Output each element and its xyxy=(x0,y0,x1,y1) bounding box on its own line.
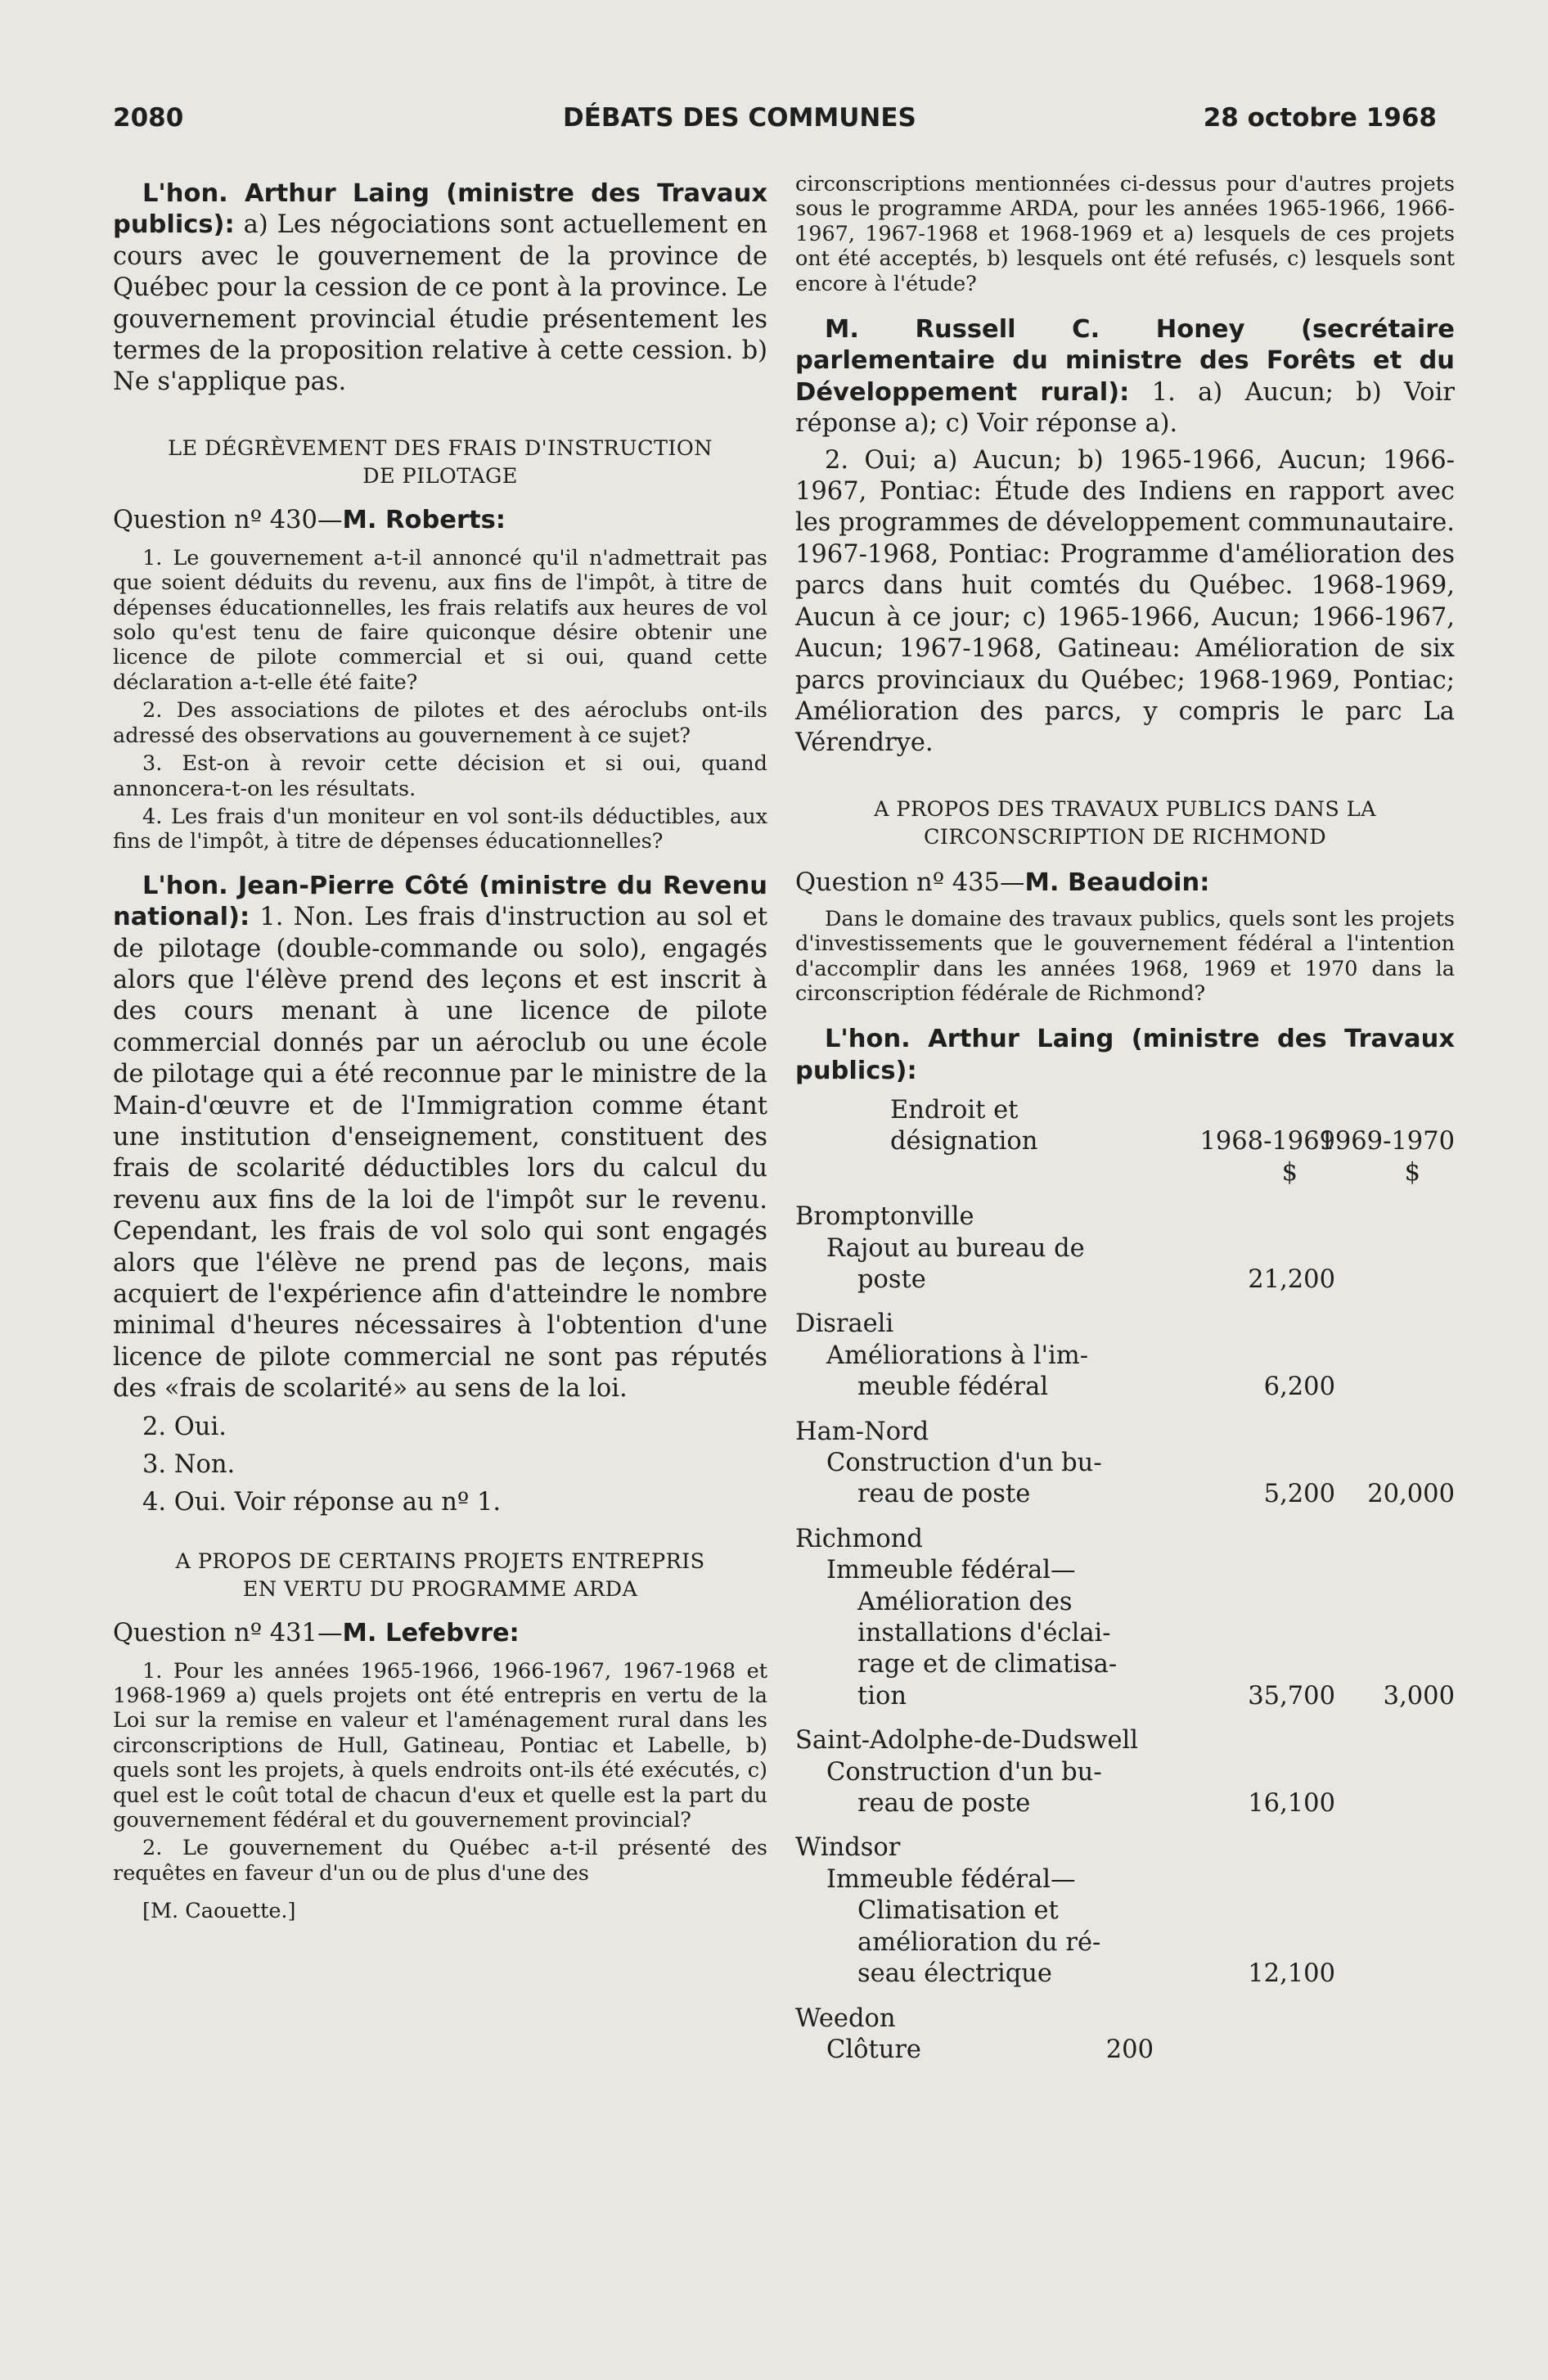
section-heading-line: CIRCONSCRIPTION DE RICHMOND xyxy=(923,824,1327,850)
item-text: Clôture xyxy=(826,2035,921,2064)
item-line: Rajout au bureau de xyxy=(826,1233,1085,1263)
table-row xyxy=(795,1417,1455,1511)
question-label xyxy=(795,868,1455,899)
answer-text: 1. Non. Les frais d'instruction au sol et de pilotage (double-commande ou solo), engagés alors que l'élève prend des leçons et est inscrit à des cours menant à une licence de pilote commercial donnés par un aéroclub ou une école de pilotage qui a été reconnue par le ministre de la Main-d'œuvre et de l'Immigration comme étant une institution d'enseignement, constituent des frais de scolarité déductibles lors du calcul du revenu aux fins de la loi de l'impôt sur le revenu. Cependant, les frais de vol solo qui sont engagés alors que l'élève ne prend pas de leçons, mais acquiert de l'expérience afin d'atteindre le nombre minimal d'heures nécessaires à l'obtention d'une licence de pilote commercial ne sont pas réputés des «frais de scolarité» au sens de la loi. xyxy=(113,903,767,1404)
question-item: 4. Les frais d'un moniteur en vol sont-ils déductibles, aux fins de l'impôt, à titre de dépenses éducationnelles? xyxy=(113,804,767,854)
place-name: Richmond xyxy=(795,1524,923,1553)
value-1968: 12,100 xyxy=(1248,1959,1335,1989)
place-name: Ham-Nord xyxy=(795,1417,929,1446)
place-name: Windsor xyxy=(795,1833,901,1863)
item-text: poste xyxy=(857,1264,926,1294)
question-item: Dans le domaine des travaux publics, quels sont les projets d'investissements que le gouvernement fédéral a l'intention d'accomplir dans les années 1968, 1969 et 1970 dans la circonscription fédérale de Richmond? xyxy=(795,906,1455,1006)
section-heading xyxy=(795,796,1455,851)
place-name: Saint-Adolphe-de-Dudswell xyxy=(795,1726,1139,1756)
item-line: installations d'éclai- xyxy=(857,1619,1111,1648)
answer-item: 2. Oui. xyxy=(142,1412,227,1441)
item-line: Améliorations à l'im- xyxy=(826,1341,1088,1370)
item-text: meuble fédéral xyxy=(857,1373,1049,1402)
header-unit: $ xyxy=(1404,1158,1420,1188)
section-heading-line: LE DÉGRÈVEMENT DES FRAIS D'INSTRUCTION xyxy=(168,435,713,461)
question-number: Question nº 431— xyxy=(113,1618,343,1648)
place-name: Disraeli xyxy=(795,1309,894,1339)
item-line xyxy=(795,1681,1455,1712)
header-year: 1968-1969 xyxy=(1199,1127,1335,1156)
item-text: seau électrique xyxy=(857,1959,1052,1989)
question-asker: M. Roberts: xyxy=(342,505,506,534)
item-text: tion xyxy=(857,1681,907,1711)
table-header-row xyxy=(795,1126,1455,1157)
answer-paragraph xyxy=(113,178,767,399)
item-line: Immeuble fédéral— xyxy=(826,1864,1076,1894)
question-item: 3. Est-on à revoir cette décision et si oui, quand annoncera-t-on les résultats. xyxy=(113,751,767,801)
speaker: L'hon. Arthur Laing (ministre des Travaux publics): xyxy=(113,179,767,240)
table-row xyxy=(795,1201,1455,1296)
question-asker: M. Lefebvre: xyxy=(342,1618,520,1648)
answer-paragraph xyxy=(113,871,767,1405)
header-year: 1969-1970 xyxy=(1319,1127,1455,1156)
answer-text: 1. a) Aucun; b) Voir réponse a); c) Voir réponse a). xyxy=(795,377,1455,439)
right-column xyxy=(795,172,1455,2066)
item-line xyxy=(795,1479,1455,1510)
question-item: 1. Le gouvernement a-t-il annoncé qu'il n'admettrait pas que soient déduits du revenu, aux fins de l'impôt, à titre de dépenses éducationnelles, les frais relatifs aux heures de vol solo qu'est tenu de faire quiconque désire obtenir une licence de pilote commercial et si oui, quand cette déclaration a-t-elle été faite? xyxy=(113,545,767,695)
left-column xyxy=(113,178,767,1924)
item-line xyxy=(795,1959,1455,1990)
value-1968: 16,100 xyxy=(1248,1789,1335,1819)
section-heading xyxy=(113,1548,767,1603)
item-line xyxy=(795,1264,1455,1296)
footer-note: [M. Caouette.] xyxy=(142,1899,296,1924)
answer-text: a) Les négociations sont actuellement en cours avec le gouvernement de la province de Québec pour la cession de ce pont à la province. Le gouvernement provincial étudie présentement les termes de la proposition relative à cette cession. b) Ne s'applique pas. xyxy=(113,210,767,397)
item-line xyxy=(795,2035,1154,2066)
item-line: Climatisation et xyxy=(857,1896,1059,1926)
answer-item: 4. Oui. Voir réponse au nº 1. xyxy=(142,1487,502,1517)
value-1968: 5,200 xyxy=(1263,1480,1335,1509)
page-date: 28 octobre 1968 xyxy=(1203,103,1437,133)
question-label xyxy=(113,1618,767,1649)
question-number: Question nº 430— xyxy=(113,505,343,534)
question-item: 2. Des associations de pilotes et des aéroclubs ont-ils adressé des observations au gouvernement à ce sujet? xyxy=(113,698,767,748)
item-line: Construction d'un bu- xyxy=(826,1449,1102,1477)
place-name: Weedon xyxy=(795,2004,896,2033)
question-label xyxy=(113,505,767,536)
works-table xyxy=(795,1095,1455,2066)
answer-item: 3. Non. xyxy=(142,1449,236,1479)
speaker: L'hon. Jean-Pierre Côté (ministre du Revenu national): xyxy=(113,871,767,932)
value-1969: 200 xyxy=(1105,2035,1154,2064)
section-heading-line: EN VERTU DU PROGRAMME ARDA xyxy=(242,1576,638,1602)
section-heading-line: A PROPOS DES TRAVAUX PUBLICS DANS LA xyxy=(874,796,1376,822)
value-1968: 35,700 xyxy=(1248,1681,1335,1711)
question-asker: M. Beaudoin: xyxy=(1024,868,1210,897)
item-line xyxy=(795,1372,1455,1403)
table-row xyxy=(795,1309,1455,1403)
item-line: Amélioration des xyxy=(857,1587,1073,1616)
question-number: Question nº 435— xyxy=(795,868,1025,897)
item-line: rage et de climatisa- xyxy=(857,1650,1118,1679)
item-line: amélioration du ré- xyxy=(857,1927,1101,1957)
answer-paragraph xyxy=(795,1024,1455,1087)
table-header-row xyxy=(795,1157,1455,1193)
item-text: reau de poste xyxy=(857,1789,1031,1819)
speaker: L'hon. Arthur Laing (ministre des Travaux publics): xyxy=(795,1025,1455,1085)
section-heading-line: A PROPOS DE CERTAINS PROJETS ENTREPRIS xyxy=(175,1548,705,1574)
header-place: désignation xyxy=(890,1127,1038,1156)
question-item: 1. Pour les années 1965-1966, 1966-1967, 1967-1968 et 1968-1969 a) quels projets ont été entrepris en vertu de la Loi sur la remise en valeur et l'aménagement rural dans les circonscriptions de Hull, Gatineau, Pontiac et Labelle, b) quels sont les projets, à quels endroits ont-ils été exécutés, c) quel est le coût total de chacun d'eux et quelle est la part du gouvernement fédéral et du gouvernement provincial? xyxy=(113,1658,767,1833)
answer-paragraph: 2. Oui; a) Aucun; b) 1965-1966, Aucun; 1966-1967, Pontiac: Étude des Indiens en rapport avec les programmes de développement communautaire. 1967-1968, Pontiac: Programme d'amélioration des parcs dans huit comtés du Québec. 1968-1969, Aucun à ce jour; c) 1965-1966, Aucun; 1966-1967, Aucun; 1967-1968, Gatineau: Amélioration de six parcs provinciaux du Québec; 1968-1969, Pontiac; Amélioration des parcs, y compris le parc La Vérendrye. xyxy=(795,445,1455,758)
speaker: M. Russell C. Honey (secrétaire parlementaire du ministre des Forêts et du Développement rural): xyxy=(795,315,1455,407)
header-unit: $ xyxy=(1281,1158,1298,1188)
question-item: 2. Le gouvernement du Québec a-t-il présenté des requêtes en faveur d'un ou de plus d'une des xyxy=(113,1836,767,1886)
value-1968: 21,200 xyxy=(1248,1264,1335,1294)
table-row xyxy=(795,1832,1455,1990)
answer-paragraph xyxy=(795,314,1455,440)
table-row xyxy=(795,1524,1455,1712)
item-text: reau de poste xyxy=(857,1480,1031,1509)
place-name: Bromptonville xyxy=(795,1202,974,1232)
question-continuation: circonscriptions mentionnées ci-dessus pour d'autres projets sous le programme ARDA, pour les années 1965-1966, 1966-1967, 1967-1968 et 1968-1969 et a) lesquels de ces projets ont été acceptés, b) lesquels ont été refusés, c) lesquels sont encore à l'étude? xyxy=(795,172,1455,296)
page-number: 2080 xyxy=(113,103,184,133)
section-heading-line: DE PILOTAGE xyxy=(362,463,518,489)
table-row xyxy=(795,1725,1455,1819)
item-line xyxy=(795,1788,1455,1819)
value-1969: 3,000 xyxy=(1383,1681,1455,1711)
item-line: Immeuble fédéral— xyxy=(826,1556,1076,1585)
section-heading xyxy=(113,435,767,490)
table-header-row xyxy=(795,1095,1455,1126)
value-1968: 6,200 xyxy=(1263,1373,1335,1402)
table-row xyxy=(795,2004,1455,2067)
value-1969: 20,000 xyxy=(1367,1480,1455,1509)
item-line: Construction d'un bu- xyxy=(826,1757,1102,1787)
running-title: DÉBATS DES COMMUNES xyxy=(563,103,916,133)
header-place: Endroit et xyxy=(890,1096,1019,1125)
